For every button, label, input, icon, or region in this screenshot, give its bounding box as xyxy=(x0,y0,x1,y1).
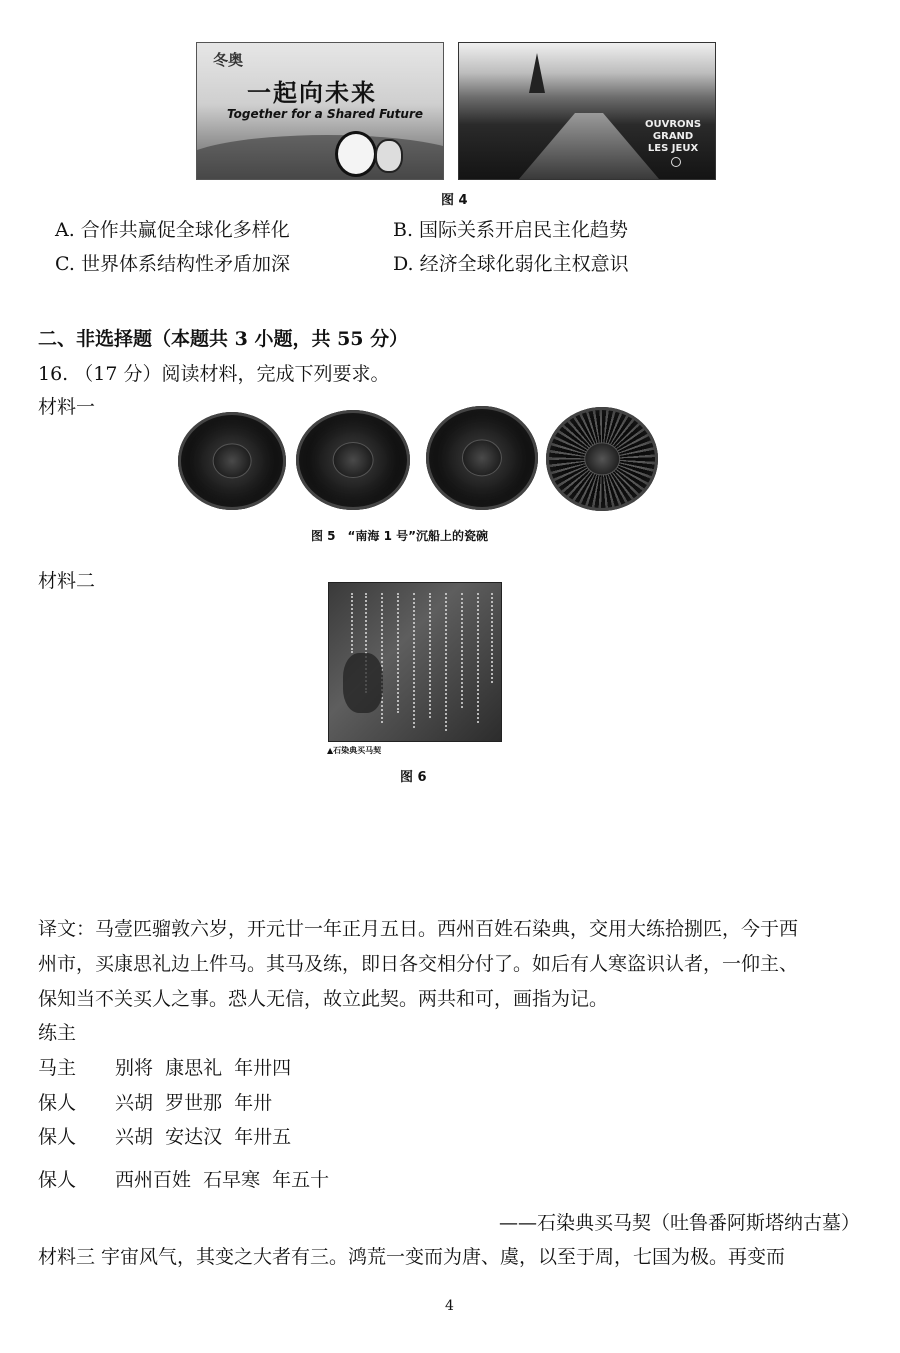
bao1-role: 保人 xyxy=(38,1092,77,1114)
figure6-caption: 图 6 xyxy=(400,770,427,785)
slogan-chinese: 一起向未来 xyxy=(247,78,377,107)
figure6-contract-photo xyxy=(328,582,502,742)
page-number: 4 xyxy=(445,1298,454,1314)
slogan-french: OUVRONS GRAND LES JEUX xyxy=(645,119,702,154)
source-citation: ——石染典买马契（吐鲁番阿斯塔纳古墓） xyxy=(498,1212,860,1234)
bao3-role: 保人 xyxy=(38,1169,77,1191)
bao1-detail: 兴胡 罗世那 年卅 xyxy=(115,1092,273,1114)
mazhu-detail: 别将 康思礼 年卅四 xyxy=(115,1057,292,1079)
option-b: B. 国际关系开启民主化趋势 xyxy=(393,219,629,241)
porcelain-bowl-1 xyxy=(178,412,286,510)
bao3-detail: 西州百姓 石早寒 年五十 xyxy=(115,1169,330,1191)
slogan-english: Together for a Shared Future xyxy=(227,107,423,121)
option-c: C. 世界体系结构性矛盾加深 xyxy=(55,253,290,275)
mazhu-role: 马主 xyxy=(38,1057,77,1079)
porcelain-bowl-4 xyxy=(546,407,658,511)
porcelain-bowl-2 xyxy=(296,410,410,510)
option-d: D. 经济全球化弱化主权意识 xyxy=(393,253,629,275)
mascot-lantern-icon xyxy=(375,139,403,173)
olympic-emblem-icon xyxy=(671,157,681,167)
material2-label: 材料二 xyxy=(38,570,96,592)
figure6-inner-label: ▲石染典买马契 xyxy=(327,746,382,755)
option-a: A. 合作共赢促全球化多样化 xyxy=(55,219,290,241)
material3-text: 材料三 宇宙风气，其变之大者有三。鸿荒一变而为唐、虞，以至于周，七国为极。再变而 xyxy=(38,1246,786,1268)
bao2-role: 保人 xyxy=(38,1126,77,1148)
section2-heading: 二、非选择题（本题共 3 小题，共 55 分） xyxy=(38,328,409,350)
porcelain-bowl-3 xyxy=(426,406,538,510)
olympic-logo-mark: 冬奥 xyxy=(213,51,244,69)
material1-label: 材料一 xyxy=(38,396,96,418)
lianzhu-label: 练主 xyxy=(38,1022,77,1044)
q16-prompt: 16. （17 分）阅读材料，完成下列要求。 xyxy=(38,363,390,385)
mascot-panda-icon xyxy=(335,131,377,177)
figure4-caption: 图 4 xyxy=(441,193,468,208)
translation-line-2: 州市，买康思礼边上件马。其马及练，即日各交相分付了。如后有人寒盗识认者，一仰主、 xyxy=(38,953,799,975)
bao2-detail: 兴胡 安达汉 年卅五 xyxy=(115,1126,292,1148)
eiffel-tower-icon xyxy=(529,53,545,93)
translation-line-3: 保知当不关买人之事。恐人无信，故立此契。两共和可，画指为记。 xyxy=(38,988,609,1010)
figure5-caption: 图 5 “南海 1 号”沉船上的瓷碗 xyxy=(311,529,489,543)
figure4-beijing-image xyxy=(196,42,444,180)
translation-line-1: 译文：马壹匹骝敦六岁，开元廿一年正月五日。西州百姓石染典，交用大练拾捌匹，今于西 xyxy=(38,918,799,940)
figure4-paris-image xyxy=(458,42,716,180)
snow-wave-decoration xyxy=(196,135,444,180)
river-seine-decoration xyxy=(519,113,659,179)
